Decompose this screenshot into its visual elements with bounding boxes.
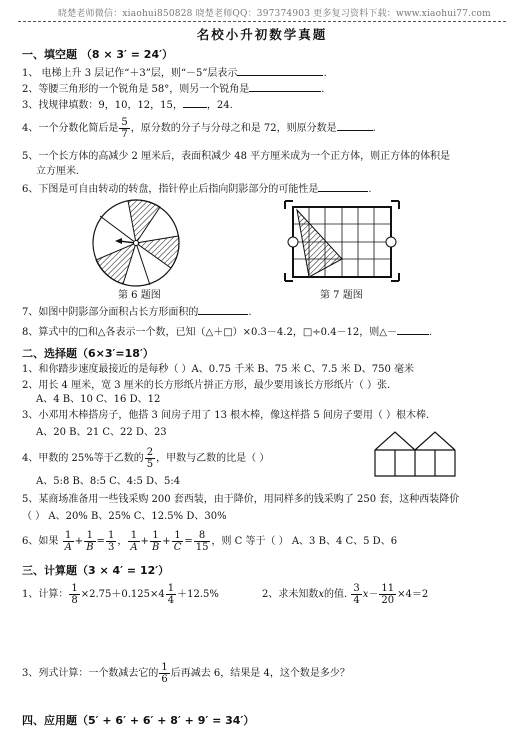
fill-q4-blank — [337, 121, 373, 131]
fraction-denominator: 5 — [146, 459, 154, 470]
fill-question-6: 6、下图是可自由转动的转盘，指针停止后指向阴影部分的可能性是 . — [22, 184, 372, 195]
section-application-heading: 四、应用题（5′ + 6′ + 6′ + 8′ + 9′ = 34′） — [22, 714, 255, 727]
fraction-2-5 — [145, 447, 155, 470]
fraction-1-4: $\frac{1}{4}$ — [167, 583, 175, 606]
section-fill-heading: 一、填空题 （8 × 3′ = 24′） — [22, 48, 173, 61]
fill-q2-blank — [249, 82, 321, 92]
fraction-1-A-b: $\frac{1}{A}$ — [130, 530, 138, 553]
fill-question-1: 1、 电梯上升 3 层记作“＋3”层，则“－5”层表示 . — [22, 68, 327, 79]
fill-q8-blank — [397, 325, 429, 335]
fraction-1-3: $\frac{1}{3}$ — [107, 530, 115, 553]
fill-q5-text-a: 5、一个长方体的高减少 2 厘米后，表面积减少 48 平方厘米成为一个正方体，则正方体的体积是 — [22, 151, 451, 162]
figure-6-caption: 第 6 题图 — [118, 290, 161, 301]
fill-question-2: 2、等腰三角形的一个锐角是 58°，则另一个锐角是 . — [22, 84, 325, 95]
calc-q1-text-a: 1、计算： — [22, 589, 69, 600]
choice-question-1: 1、和你踏步速度最接近的是每秒（ ）A、0.75 千米 B、75 米 C、7.5 米 D、750 毫米 — [22, 364, 415, 375]
rectangle-grid-figure — [283, 199, 401, 283]
choice-q6-text-b: ，则 C 等于（ ） A、3 B、4 C、5 D、6 — [211, 536, 398, 547]
fraction-numerator: 2 — [146, 447, 154, 458]
fill-question-8 — [22, 325, 432, 339]
choice-q4-options: A、5:8 B、8:5 C、4:5 D、5:4 — [36, 476, 181, 487]
figure-7-caption: 第 7 题图 — [320, 290, 363, 301]
fraction-8-15: $\frac{8}{15}$ — [195, 530, 209, 553]
choice-question-4 — [22, 447, 269, 470]
fraction-3-4: $\frac{3}{4}$ — [353, 583, 360, 606]
fill-q6-text: 6、下图是可自由转动的转盘，指针停止后指向阴影部分的可能性是 — [22, 184, 319, 195]
header-divider — [18, 21, 506, 22]
choice-q6-text-a: 6、如果 — [22, 536, 59, 547]
calc-q2-text-a: 2、求未知数 — [262, 589, 319, 600]
section-choice-heading: 二、选择题（6×3′=18′） — [22, 347, 154, 360]
choice-q5-options: （ ） A、20% B、25% C、12.5% D、30% — [22, 511, 227, 522]
fill-question-4: 4、一个分数化简后是 $\frac{5}{7}$ ，原分数的分子与分母之和是 72，则原分数是 . — [22, 117, 376, 140]
fill-q4-text-b: ，原分数的分子与分母之和是 72，则原分数是 — [130, 123, 337, 134]
calc-q2-text-c: ＝2 — [411, 589, 429, 600]
fill-question-3 — [22, 98, 233, 112]
fill-q2-text: 2、等腰三角形的一个锐角是 58°，则另一个锐角是 — [22, 84, 250, 95]
fill-q5-text-b: 立方厘米. — [36, 166, 80, 177]
calc-q2-text-b: 的值. — [324, 589, 348, 600]
fill-q4-text-a: 4、一个分数化简后是 — [22, 123, 119, 134]
fraction-11-20: $\frac{11}{20}$ — [381, 583, 395, 606]
calc-question-3 — [22, 662, 350, 685]
choice-question-5: 5、某商场准备用一些钱采购 200 套西装，由于降价，用同样多的钱采购了 250 套，这种西装降价 — [22, 494, 460, 505]
fill-q3-text: 3、找规律填数：9，10，12，15， — [22, 100, 183, 111]
header-watermark: 晓楚老师微信：xiaohui850828 晓楚老师QQ：397374903 更多复习资料下载：www.xiaohui77.com — [58, 9, 491, 19]
houses-figure — [370, 428, 470, 478]
fill-q7-blank — [198, 305, 248, 315]
fill-q3-tail: ，24. — [206, 100, 233, 111]
fill-question-7: 7、如图中阴影部分面积占长方形面积的 . — [22, 307, 252, 318]
fill-q8-tail: . — [428, 327, 433, 338]
choice-q3-options: A、20 B、21 C、22 D、23 — [36, 427, 167, 438]
choice-q4-text-b: ，甲数与乙数的比是（ ） — [156, 453, 270, 464]
calc-q1-text-c: ＋12.5% — [177, 589, 219, 600]
page-title: 名校小升初数学真题 — [196, 27, 328, 42]
choice-question-6: 6、如果 $\frac{1}{A}$ + $\frac{1}{B}$ = $\frac{1}{3}$ ， $\frac{1}{A}$ + $\frac{1}{B}$ + $\frac{1}{C}$ = $\frac{8}{15}$ ，则 C 等于（ ） A、3 B、4 C、5 D、6 — [22, 530, 398, 553]
calc-question-2: 2、求未知数x的值. $\frac{3}{4}$ x－ $\frac{11}{20}$ ×4＝2 — [262, 583, 429, 606]
fraction-1-6: $\frac{1}{6}$ — [161, 662, 168, 685]
fill-question-5 — [22, 150, 450, 163]
fraction-denominator: 7 — [121, 129, 128, 140]
calc-q3-text-a: 3、列式计算：一个数减去它的 — [22, 668, 159, 679]
fraction-1-8: $\frac{1}{8}$ — [71, 583, 78, 606]
spinner-figure — [88, 198, 186, 290]
fraction-1-B-b: $\frac{1}{B}$ — [151, 530, 160, 553]
fill-q7-text: 7、如图中阴影部分面积占长方形面积的 — [22, 307, 199, 318]
fill-q3-blank — [183, 98, 207, 108]
fill-q6-blank — [318, 182, 368, 192]
fraction-5-7 — [119, 117, 129, 140]
fill-q8-text: 8、算式中的□和△各表示一个数，已知（△＋□）×0.3－4.2，□÷0.4－12，则△－ — [22, 327, 397, 338]
calc-q1-text-b: ×2.75＋0.125×4 — [80, 589, 165, 600]
choice-question-2: 2、用长 4 厘米，宽 3 厘米的长方形纸片拼正方形，最少要用该长方形纸片（ ）张. — [22, 380, 391, 391]
fill-q1-text: 1、 电梯上升 3 层记作“＋3”层，则“－5”层表示 — [22, 68, 238, 79]
fraction-1-B: $\frac{1}{B}$ — [86, 530, 94, 553]
calc-question-1 — [22, 583, 219, 606]
fraction-numerator: 5 — [121, 117, 128, 128]
fill-question-5-cont — [36, 165, 79, 178]
fraction-1-A: $\frac{1}{A}$ — [64, 530, 72, 553]
fraction-1-C: $\frac{1}{C}$ — [173, 530, 182, 553]
choice-q4-text-a: 4、甲数的 25%等于乙数的 — [22, 453, 144, 464]
fill-q1-blank — [237, 66, 323, 76]
calc-q3-text-b: 后再减去 6，结果是 4，这个数是多少？ — [170, 668, 350, 679]
section-calc-heading: 三、计算题（3 × 4′ = 12′） — [22, 564, 170, 577]
choice-q2-options: A、4 B、10 C、16 D、12 — [36, 394, 161, 405]
choice-question-3: 3、小邓用木棒搭房子，他搭 3 间房子用了 13 根木棒，像这样搭 5 间房子要用（ ）根木棒. — [22, 410, 430, 421]
